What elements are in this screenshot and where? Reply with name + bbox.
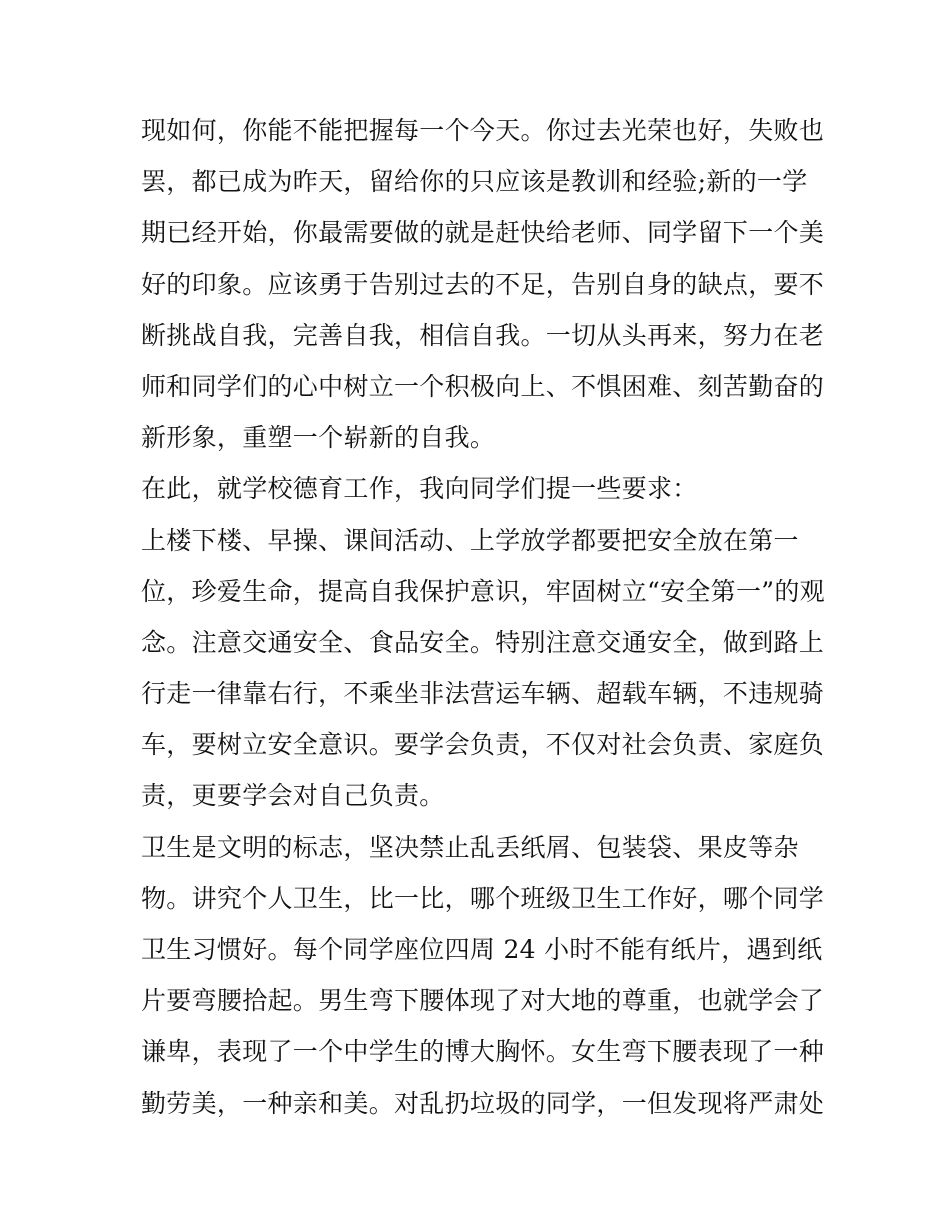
text-line-1: 现如何，你能不能把握每一个今天。你过去光荣也好，失败也 bbox=[141, 116, 825, 145]
text-line-19: 谦卑，表现了一个中学生的博大胸怀。女生弯下腰表现了一种 bbox=[141, 1037, 825, 1067]
text-line-8: 在此，就学校德育工作，我向同学们提一些要求： bbox=[141, 474, 698, 504]
text-line-4: 好的印象。应该勇于告别过去的不足，告别自身的缺点，要不 bbox=[141, 269, 825, 299]
text-line-7: 新形象，重塑一个崭新的自我。 bbox=[141, 423, 496, 453]
text-line-13: 车，要树立安全意识。要学会负责，不仅对社会负责、家庭负 bbox=[141, 730, 825, 760]
text-line-15: 卫生是文明的标志，坚决禁止乱丢纸屑、包装袋、果皮等杂 bbox=[141, 832, 799, 862]
text-line-10: 位，珍爱生命，提高自我保护意识，牢固树立“安全第一”的观 bbox=[141, 576, 825, 606]
text-line-12: 行走一律靠右行，不乘坐非法营运车辆、超载车辆，不违规骑 bbox=[141, 679, 825, 709]
text-line-6: 师和同学们的心中树立一个积极向上、不惧困难、刻苦勤奋的 bbox=[141, 371, 825, 401]
text-line-5: 断挑战自我，完善自我，相信自我。一切从头再来，努力在老 bbox=[141, 320, 825, 350]
text-line-20: 勤劳美，一种亲和美。对乱扔垃圾的同学，一但发现将严肃处 bbox=[141, 1088, 825, 1118]
text-line-17: 卫生习惯好。每个同学座位四周 24 小时不能有纸片，遇到纸 bbox=[141, 935, 823, 964]
text-line-9: 上楼下楼、早操、课间活动、上学放学都要把安全放在第一 bbox=[141, 525, 799, 555]
text-line-18: 片要弯腰拾起。男生弯下腰体现了对大地的尊重，也就学会了 bbox=[141, 986, 825, 1016]
text-line-14: 责，更要学会对自己负责。 bbox=[141, 781, 445, 811]
text-line-3: 期已经开始，你最需要做的就是赶快给老师、同学留下一个美 bbox=[141, 218, 825, 248]
body-text bbox=[141, 105, 825, 1129]
text-line-11: 念。注意交通安全、食品安全。特别注意交通安全，做到路上 bbox=[141, 627, 825, 657]
text-line-2: 罢，都已成为昨天，留给你的只应该是教训和经验;新的一学 bbox=[141, 167, 808, 197]
text-line-16: 物。讲究个人卫生，比一比，哪个班级卫生工作好，哪个同学 bbox=[141, 883, 825, 913]
